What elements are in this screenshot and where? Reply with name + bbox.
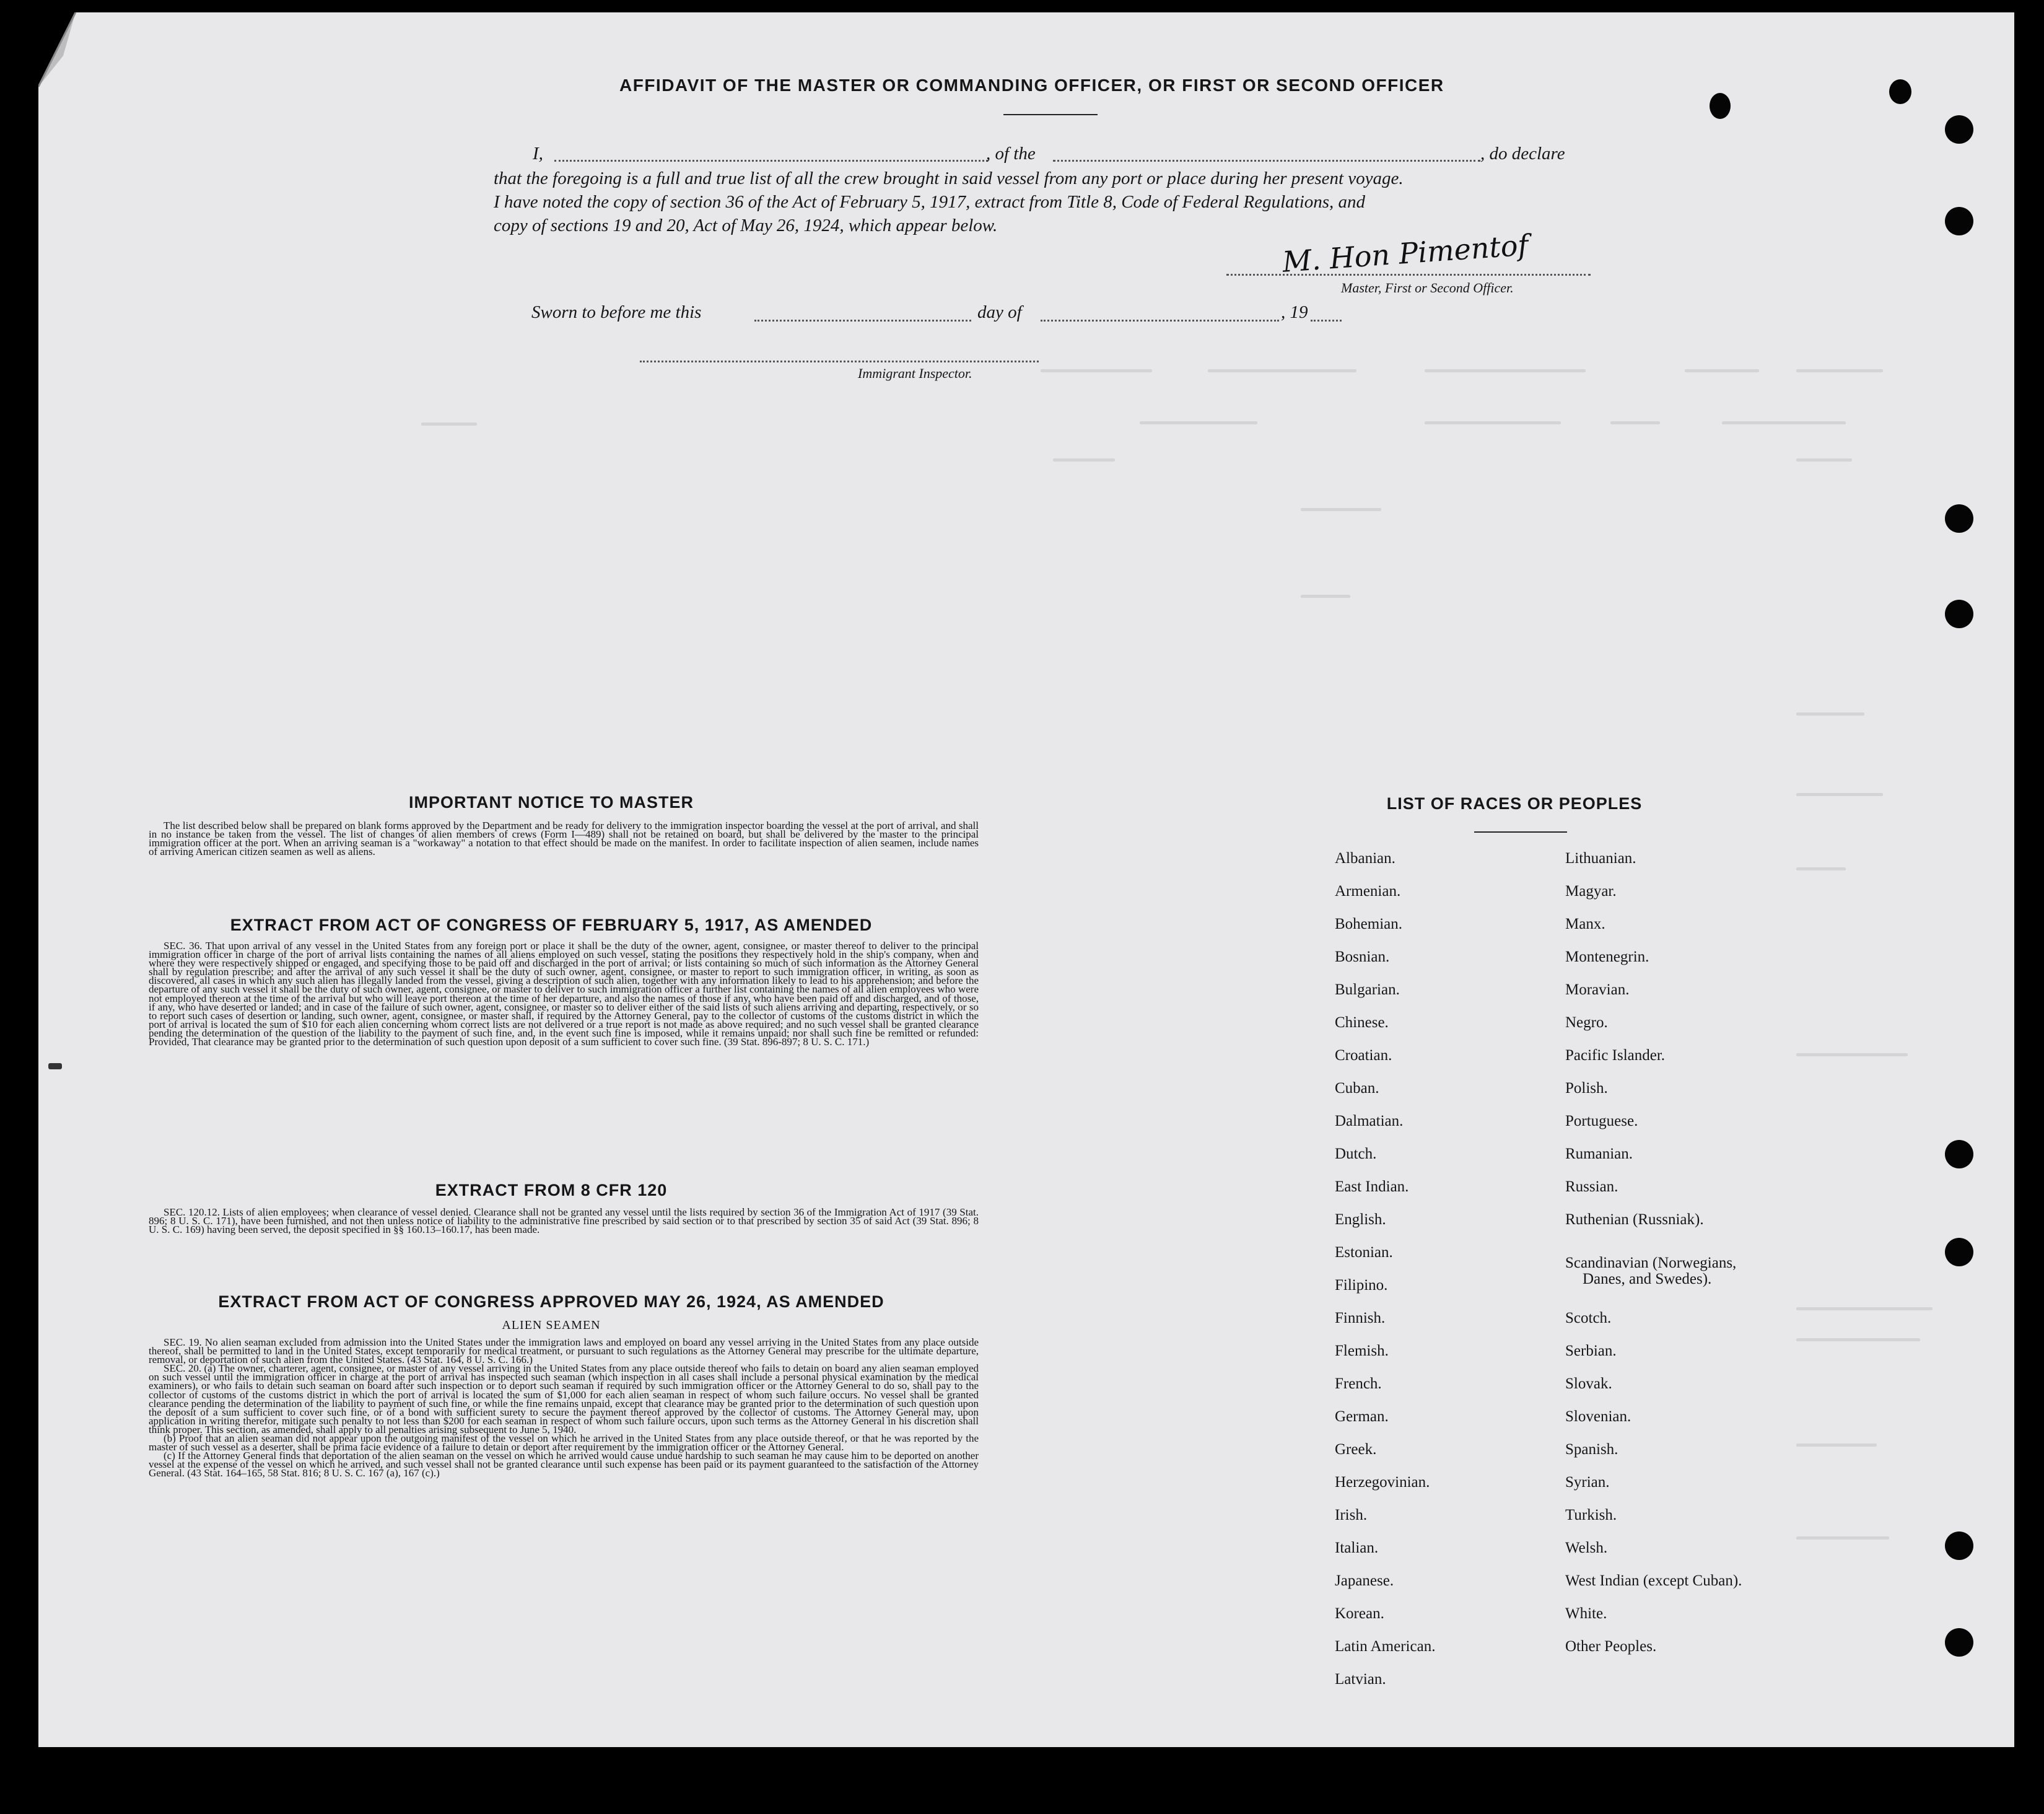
extract-1924-title: EXTRACT FROM ACT OF CONGRESS APPROVED MAY 26, 1924, AS AMENDED [218, 1292, 884, 1311]
sworn-blank [754, 320, 971, 322]
sec-20a-text: SEC. 20. (a) The owner, charterer, agent, consignee, or master of any vessel arriving in the United States from any place outside thereof who fails to detain on board any alien seaman employed on such vessel until the immigration officer in charge at the port of arrival has inspected such seaman (which inspection in all cases shall include a personal physical examination by the medical examiners), or who fails to detain such seaman on board after such inspection or to deport such seaman if required by such immigration officer or the Attorney General to do so, shall pay to the collector of customs of the customs district in which the port of arrival is located the sum of $1,000 for each alien seaman in respect of whom such failure occurs. No vessel shall be granted clearance pending the determination of the liability to payment of such fine, or while the fine remains unpaid, except that clearance may be granted prior to the determination of such question upon the deposit of a sum sufficient to cover such fine, or of a bond with sufficient surety to secure the payment thereof approved by the collector of customs. The Attorney General may, upon application in writing therefor, mitigate such penalty to not less than $200 for each seaman in respect of whom such failure occurs, upon such terms as the Attorney General in his discretion shall think proper. This section, as amended, shall apply to all penalties arising subsequent to June 5, 1940. [149, 1362, 979, 1435]
race-irish: Irish. [1335, 1507, 1368, 1523]
race-cuban: Cuban. [1335, 1080, 1379, 1097]
race-bulgarian: Bulgarian. [1335, 981, 1400, 998]
notice-title: IMPORTANT NOTICE TO MASTER [409, 793, 694, 812]
race-spanish: Spanish. [1565, 1441, 1618, 1458]
race-slovak: Slovak. [1565, 1375, 1612, 1392]
race-scandinavian: Scandinavian (Norwegians, [1565, 1255, 1737, 1271]
signature-caption: Master, First or Second Officer. [1341, 280, 1514, 296]
race-flemish: Flemish. [1335, 1343, 1389, 1359]
extract-1917-text: SEC. 36. That upon arrival of any vessel in the United States from any foreign port or place it shall be the duty of the owner, agent, consignee, or master thereof to deliver to the principal immigration officer in charge of the port of arrival lists containing the names of all aliens employed on such vessel, stating the positions they respectively hold in the ship's company, when and where they were respectively shipped or engaged, and specifying those to be paid off and discharged in the port of arrival; or lists containing so much of such information as the Attorney General shall by regulation prescribe; and after the arrival of any such vessel it shall be the duty of such owner, agent, consignee, or master to report to such immigration officer, in writing, as soon as discovered, all cases in which any such alien has illegally landed from the vessel, giving a description of such alien, together with any information likely to lead to his apprehension; and before the departure of any such vessel it shall be the duty of such owner, agent, consignee, or master to deliver to such immigration officer a further list containing the names of all alien employees who were not employed thereon at the time of the arrival but who will leave port thereon at the time of her departure, and also the names of those if any, who have been paid off and discharged, and of those, if any, who have deserted or landed; and in case of the failure of such owner, agent, consignee, or master so to deliver either of the said lists of such aliens arriving and departing, respectively, or so to report such cases of desertion or landing, such owner, agent, consignee, or master shall, if required by the Attorney General, pay to the collector of customs of the customs district in which the port of arrival is located the sum of $10 for each alien concerning whom correct lists are not delivered or a true report is not made as above required; and no such vessel shall be granted clearance pending the determination of the question of the liability to the payment of such fine, and, in the event such fine is imposed, while it remains unpaid; nor shall such fine be remitted or refunded: Provided, That clearance may be granted prior to the determination of such question upon deposit of a sum sufficient to cover such fine. (39 Stat. 896-897; 8 U. S. C. 171.) [149, 940, 979, 1048]
race-syrian: Syrian. [1565, 1474, 1610, 1491]
race-manx: Manx. [1565, 916, 1605, 932]
race-lithuanian: Lithuanian. [1565, 850, 1636, 867]
race-bosnian: Bosnian. [1335, 949, 1390, 965]
race-estonian: Estonian. [1335, 1244, 1393, 1261]
title-rule [1003, 114, 1098, 115]
race-welsh: Welsh. [1565, 1540, 1608, 1556]
extract-cfr-text: SEC. 120.12. Lists of alien employees; when clearance of vessel denied. Clearance shall not be granted any vessel until the lists required by section 36 of the Immigration Act of 1917 (39 Stat. 896; 8 U. S. C. 171), have been furnished, and not then unless notice of liability to the administrative fine prescribed by said section or to that prescribed by section 35 of said Act (39 Stat. 896; 8 U. S. C. 169) having been served, the deposit specified in §§ 160.13–160.17, has been made. [149, 1206, 979, 1236]
race-portuguese: Portuguese. [1565, 1113, 1638, 1129]
alien-seamen-subtitle: ALIEN SEAMEN [502, 1318, 601, 1332]
race-bohemian: Bohemian. [1335, 916, 1403, 932]
extract-1917-title: EXTRACT FROM ACT OF CONGRESS OF FEBRUARY 5, 1917, AS AMENDED [230, 916, 873, 934]
day-of-label: day of [977, 302, 1022, 322]
race-turkish: Turkish. [1565, 1507, 1617, 1523]
race-white: White. [1565, 1605, 1607, 1622]
race-magyar: Magyar. [1565, 883, 1617, 900]
inspector-line [640, 361, 1039, 362]
affidavit-title: AFFIDAVIT OF THE MASTER OR COMMANDING OFFICER, OR FIRST OR SECOND OFFICER [619, 76, 1444, 95]
races-rule [1474, 831, 1567, 833]
affidavit-of-the: , of the [986, 144, 1036, 164]
race-albanian: Albanian. [1335, 850, 1395, 867]
affidavit-line3: I have noted the copy of section 36 of the Act of February 5, 1917, extract from Title 8, Code of Federal Regulations, and [494, 192, 1366, 212]
race-scotch: Scotch. [1565, 1310, 1612, 1326]
name-blank [554, 160, 988, 162]
races-right-column [1565, 850, 1742, 1671]
sec-19-text: SEC. 19. No alien seaman excluded from admission into the United States under the immigration laws and employed on board any vessel arriving in the United States from any place outside thereof, shall be permitted to land in the United States, except temporarily for medical treatment, or pursuant to such regulations as the Attorney General may prescribe for the ultimate departure, removal, or deportation of such alien from the United States. (43 Stat. 164, 8 U. S. C. 166.) [149, 1336, 979, 1366]
race-german: German. [1335, 1408, 1389, 1425]
race-croatian: Croatian. [1335, 1047, 1392, 1064]
notice-text: The list described below shall be prepared on blank forms approved by the Department and be ready for delivery to the immigration inspector boarding the vessel at the port of arrival, and shall in no instance be taken from the vessel. The list of changes of alien members of crews (Form I—489) shall not be retained on board, but shall be delivered by the master to the principal immigration officer at the port. When an arriving seaman is a "workaway" a notation to that effect should be made on the manifest. In order to facilitate inspection of alien seamen, include names of arriving American citizen seamen as well as aliens. [149, 820, 979, 858]
vessel-blank [1053, 160, 1480, 162]
extract-cfr-title: EXTRACT FROM 8 CFR 120 [435, 1181, 668, 1199]
race-serbian: Serbian. [1565, 1343, 1617, 1359]
race-armenian: Armenian. [1335, 883, 1401, 900]
race-other-peoples: Other Peoples. [1565, 1638, 1657, 1655]
race-italian: Italian. [1335, 1540, 1379, 1556]
signature-line [1226, 274, 1591, 276]
race-dalmatian: Dalmatian. [1335, 1113, 1404, 1129]
sec-20b-text: (b) Proof that an alien seaman did not appear upon the outgoing manifest of the vessel on which he arrived in the United States from any place outside thereof, or that he was reported by the master of such vessel as a deserter, shall be prima facie evidence of a failure to detain or deport after requirement by the immigration officer or the Attorney General. [149, 1432, 979, 1453]
extract-1924-body [149, 1338, 979, 1478]
race-scandinavian-cont: Danes, and Swedes). [1583, 1271, 1712, 1287]
affidavit-line2: that the foregoing is a full and true list of all the crew brought in said vessel from any port or place during her present voyage. [494, 169, 1404, 188]
affidavit-i: I, [533, 144, 543, 164]
race-filipino: Filipino. [1335, 1277, 1388, 1294]
race-latvian: Latvian. [1335, 1671, 1386, 1688]
race-dutch: Dutch. [1335, 1146, 1377, 1162]
inspector-caption: Immigrant Inspector. [858, 366, 972, 381]
race-ruthenian: Ruthenian (Russniak). [1565, 1211, 1704, 1228]
race-rumanian: Rumanian. [1565, 1146, 1633, 1162]
race-herzegovinian: Herzegovinian. [1335, 1474, 1430, 1491]
race-negro: Negro. [1565, 1014, 1608, 1031]
race-korean: Korean. [1335, 1605, 1384, 1622]
sec-20c-text: (c) If the Attorney General finds that deportation of the alien seaman on the vessel on which he arrived would cause undue hardship to such seaman he may cause him to be deported on another vessel at the expense of the vessel on which he arrived, and such vessel shall not be granted clearance until such expense has been paid or its payment guaranteed to the satisfaction of the Attorney General. (43 Stat. 164–165, 58 Stat. 816; 8 U. S. C. 167 (a), 167 (c).) [149, 1450, 979, 1479]
races-left-column [1335, 850, 1435, 1704]
race-finnish: Finnish. [1335, 1310, 1386, 1326]
race-montenegrin: Montenegrin. [1565, 949, 1649, 965]
race-russian: Russian. [1565, 1178, 1618, 1195]
affidavit-declare: , do declare [1480, 144, 1565, 164]
race-latin-american: Latin American. [1335, 1638, 1436, 1655]
race-moravian: Moravian. [1565, 981, 1630, 998]
race-chinese: Chinese. [1335, 1014, 1389, 1031]
signature: M. Hon Pimentof [1281, 228, 1530, 279]
race-west-indian: West Indian (except Cuban). [1565, 1572, 1742, 1589]
year-label: , 19 [1281, 302, 1308, 322]
race-french: French. [1335, 1375, 1382, 1392]
year-blank [1311, 320, 1342, 322]
races-title: LIST OF RACES OR PEOPLES [1386, 794, 1643, 813]
race-slovenian: Slovenian. [1565, 1408, 1631, 1425]
race-greek: Greek. [1335, 1441, 1377, 1458]
month-blank [1041, 320, 1279, 322]
race-polish: Polish. [1565, 1080, 1608, 1097]
race-east-indian: East Indian. [1335, 1178, 1409, 1195]
sworn-label: Sworn to before me this [531, 302, 702, 322]
affidavit-line4: copy of sections 19 and 20, Act of May 26, 1924, which appear below. [494, 216, 998, 235]
race-pacific-islander: Pacific Islander. [1565, 1047, 1666, 1064]
race-japanese: Japanese. [1335, 1572, 1394, 1589]
race-english: English. [1335, 1211, 1386, 1228]
